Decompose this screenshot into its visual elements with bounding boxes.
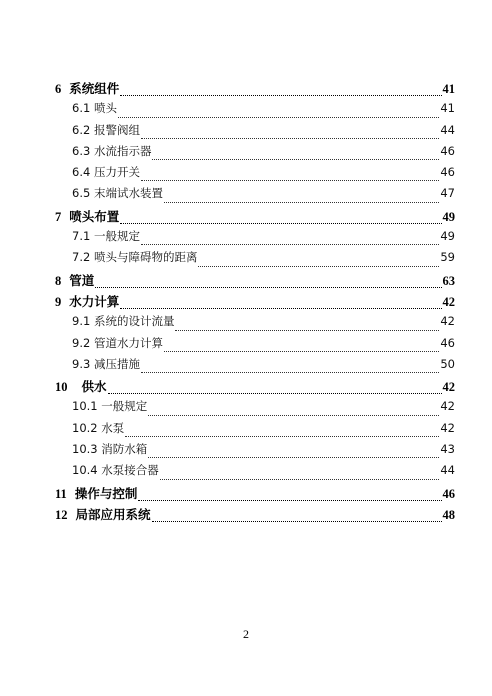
toc-entry-title: 压力开关 <box>93 165 140 180</box>
toc-dot-leader <box>160 479 440 480</box>
toc-entry-label <box>72 164 140 180</box>
toc-entry-title: 局部应用系统 <box>75 507 151 522</box>
toc-chapter-entry[interactable] <box>55 292 455 313</box>
toc-page-number: 42 <box>440 399 455 414</box>
toc-entry-label <box>55 377 107 395</box>
toc-entry-label <box>55 79 119 97</box>
toc-entry-label <box>55 292 119 310</box>
toc-dot-leader <box>120 223 441 224</box>
toc-entry-title: 减压措施 <box>93 356 140 371</box>
toc-dot-leader <box>141 244 439 245</box>
toc-entry-title: 一般规定 <box>101 399 148 414</box>
toc-page-number: 46 <box>442 486 455 501</box>
toc-chapter-entry[interactable] <box>55 484 455 505</box>
toc-page-number: 43 <box>440 442 455 457</box>
toc-page-number: 44 <box>440 463 455 478</box>
toc-entry-title: 系统组件 <box>69 82 120 96</box>
toc-entry-number: 10.4 <box>72 463 98 478</box>
toc-entry-number: 9.3 <box>72 356 91 371</box>
toc-entry-label <box>72 143 151 159</box>
toc-entry-title: 水泵 <box>101 420 125 435</box>
toc-section-entry[interactable] <box>55 462 455 483</box>
toc-page-number: 46 <box>440 165 455 180</box>
toc-entry-number: 11 <box>55 486 67 501</box>
toc-entry-label <box>72 420 124 436</box>
toc-section-entry[interactable] <box>55 228 455 249</box>
toc-page-number: 41 <box>440 101 455 116</box>
toc-entry-label <box>72 249 197 265</box>
toc-page-number: 42 <box>440 420 455 435</box>
toc-entry-label <box>72 335 163 351</box>
toc-section-entry[interactable] <box>55 122 455 143</box>
toc-entry-number: 10 <box>55 380 68 395</box>
toc-entry-number: 10.3 <box>72 442 98 457</box>
toc-entry-number: 6.2 <box>72 122 91 137</box>
toc-entry-number: 9.1 <box>72 314 91 329</box>
toc-entry-title: 供水 <box>81 380 107 395</box>
toc-dot-leader <box>148 415 439 416</box>
toc-section-entry[interactable] <box>55 398 455 419</box>
toc-entry-number: 7 <box>55 209 62 224</box>
toc-page-number: 49 <box>440 229 455 244</box>
toc-dot-leader <box>118 117 439 118</box>
toc-page-number: 44 <box>440 122 455 137</box>
toc-entry-title: 操作与控制 <box>74 486 138 501</box>
toc-section-entry[interactable] <box>55 100 455 121</box>
toc-page-number: 59 <box>440 250 455 265</box>
toc-section-entry[interactable] <box>55 249 455 270</box>
toc-chapter-entry[interactable] <box>55 207 455 228</box>
toc-dot-leader <box>120 308 441 309</box>
toc-entry-title: 管道 <box>69 273 95 288</box>
toc-page-number: 63 <box>442 273 455 288</box>
toc-entry-number: 12 <box>55 507 68 522</box>
toc-dot-leader <box>95 287 441 288</box>
toc-section-entry[interactable] <box>55 335 455 356</box>
toc-entry-number: 9.2 <box>72 335 91 350</box>
toc-section-entry[interactable] <box>55 185 455 206</box>
toc-chapter-entry[interactable] <box>55 377 455 398</box>
toc-entry-title: 水流指示器 <box>93 143 152 158</box>
toc-page-number: 41 <box>442 82 455 96</box>
toc-entry-label <box>55 207 119 225</box>
toc-dot-leader <box>141 180 439 181</box>
toc-section-entry[interactable] <box>55 143 455 164</box>
toc-dot-leader <box>164 351 439 352</box>
toc-entry-number: 7.1 <box>72 229 91 244</box>
toc-dot-leader <box>120 95 441 96</box>
toc-entry-number: 8 <box>55 273 62 288</box>
toc-entry-title: 一般规定 <box>93 229 140 244</box>
toc-section-entry[interactable] <box>55 313 455 334</box>
toc-entry-title: 喷头 <box>93 101 117 116</box>
toc-section-entry[interactable] <box>55 441 455 462</box>
toc-dot-leader <box>125 436 439 437</box>
toc-entry-label <box>72 398 147 414</box>
toc-entry-label <box>72 356 140 372</box>
toc-dot-leader <box>141 372 439 373</box>
toc-entry-label <box>72 122 140 138</box>
toc-entry-title: 报警阀组 <box>93 122 140 137</box>
toc-entry-number: 9 <box>55 294 62 309</box>
toc-entry-number: 6.1 <box>72 101 91 116</box>
toc-entry-title: 水力计算 <box>69 294 120 309</box>
toc-page-number: 46 <box>440 143 455 158</box>
toc-section-entry[interactable] <box>55 420 455 441</box>
toc-dot-leader <box>148 457 439 458</box>
toc-entry-number: 10.1 <box>72 399 98 414</box>
toc-page-number: 42 <box>440 314 455 329</box>
toc-entry-title: 喷头与障碍物的距离 <box>93 250 198 265</box>
toc-section-entry[interactable] <box>55 356 455 377</box>
toc-dot-leader <box>141 138 439 139</box>
toc-dot-leader <box>175 330 439 331</box>
toc-chapter-entry[interactable] <box>55 271 455 292</box>
toc-entry-title: 消防水箱 <box>101 442 148 457</box>
toc-entry-title: 末端试水装置 <box>93 186 163 201</box>
toc-entry-title: 管道水力计算 <box>93 335 163 350</box>
toc-page-number: 42 <box>442 380 455 395</box>
toc-page-number: 48 <box>442 507 455 522</box>
toc-dot-leader <box>198 266 439 267</box>
toc-chapter-entry[interactable] <box>55 79 455 100</box>
toc-entry-label <box>55 271 94 289</box>
toc-dot-leader <box>164 202 439 203</box>
toc-entry-number: 6.4 <box>72 165 91 180</box>
toc-entry-number: 6.3 <box>72 143 91 158</box>
toc-dot-leader <box>138 500 441 501</box>
toc-entry-number: 7.2 <box>72 250 91 265</box>
toc-entry-label <box>72 313 174 329</box>
toc-page-number: 47 <box>440 186 455 201</box>
toc-dot-leader <box>152 521 442 522</box>
toc-chapter-entry[interactable] <box>55 505 455 526</box>
toc-entry-title: 水泵接合器 <box>101 463 159 478</box>
toc-entry-label <box>72 441 147 457</box>
table-of-contents <box>55 79 455 526</box>
toc-entry-title: 系统的设计流量 <box>93 314 175 329</box>
toc-dot-leader <box>152 159 439 160</box>
toc-entry-number: 6 <box>55 82 62 96</box>
toc-entry-label <box>55 484 137 502</box>
toc-entry-number: 6.5 <box>72 186 91 201</box>
toc-entry-title: 喷头布置 <box>69 209 120 224</box>
toc-page-number: 46 <box>440 335 455 350</box>
toc-page-number: 49 <box>442 209 455 224</box>
toc-entry-label <box>72 100 117 116</box>
toc-dot-leader <box>108 393 442 394</box>
toc-entry-label <box>72 185 163 201</box>
toc-entry-label <box>72 228 140 244</box>
toc-section-entry[interactable] <box>55 164 455 185</box>
toc-page-number: 42 <box>442 294 455 309</box>
toc-entry-label <box>72 462 159 478</box>
toc-entry-number: 10.2 <box>72 420 98 435</box>
toc-entry-label <box>55 505 151 523</box>
toc-page-number: 50 <box>440 356 455 371</box>
page-number: 2 <box>243 627 249 641</box>
